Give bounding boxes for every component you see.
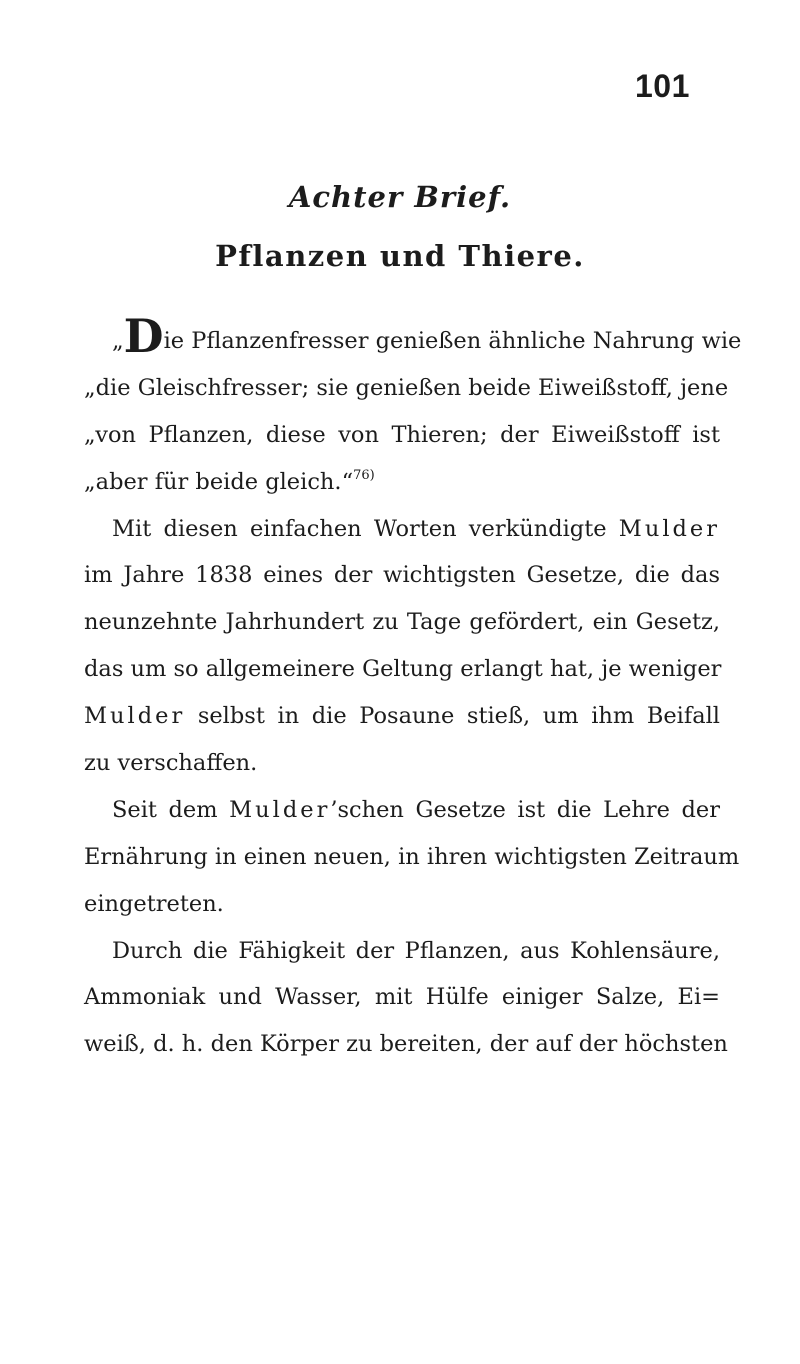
page-number: 101 [635, 68, 690, 104]
body-text [84, 309, 742, 1068]
paragraph-3-line-2: Ernährung in einen neuen, in ihren wichtigsten Zeitraum [84, 843, 740, 870]
author-name: Mulder [229, 796, 331, 823]
paragraph-3-line-1 [84, 787, 720, 834]
paragraph-4-line-1: Durch die Fähigkeit der Pflanzen, aus Kohlensäure, [112, 937, 720, 964]
chapter-subtitle: Pflanzen und Thiere. [215, 239, 585, 273]
paragraph-1-line-4-text: „aber für beide gleich.“ [84, 468, 354, 495]
paragraph-2-line-5-text: selbst in die Posaune stieß, um ihm Beifall [197, 703, 721, 730]
author-name-inline [229, 797, 720, 823]
paragraph-4-line-3: weiß, d. h. den Körper zu bereiten, der auf der höchsten [84, 1031, 728, 1058]
paragraph-2-line-3: neunzehnte Jahrhundert zu Tage gefördert, ein Gesetz, [84, 609, 720, 636]
paragraph-1-line-1 [84, 309, 742, 365]
footnote-ref: 76) [353, 467, 375, 483]
paragraph-3-line-1-text-b: ’schen Gesetze ist die Lehre der [330, 796, 720, 823]
paragraph-2-line-2: im Jahre 1838 eines der wichtigsten Gesetze, die das [84, 562, 720, 589]
paragraph-2-line-5 [84, 693, 720, 740]
paragraph-3-line-1-text-a: Seit dem [112, 796, 218, 823]
drop-cap: D [123, 309, 164, 363]
paragraph-4-line-2: Ammoniak und Wasser, mit Hülfe einiger Salze, Ei= [84, 984, 720, 1011]
paragraph-1-line-2: „die Gleischfresser; sie genießen beide Eiweißstoff, jene [84, 374, 729, 401]
paragraph-2-line-1 [84, 506, 720, 553]
paragraph-1-line-1-text: ie Pflanzenfresser genießen ähnliche Nahrung wie [163, 328, 742, 354]
paragraph-2-line-1-text: Mit diesen einfachen Worten verkündigte [112, 515, 607, 542]
paragraph-3-line-3: eingetreten. [84, 890, 224, 917]
author-name: Mulder [618, 515, 720, 542]
paragraph-2-line-6: zu verschaffen. [84, 750, 258, 777]
chapter-title: Achter Brief. [288, 180, 512, 214]
paragraph-2-line-4: das um so allgemeinere Geltung erlangt hat, je weniger [84, 656, 722, 683]
paragraph-1-line-4 [84, 459, 720, 506]
author-name: Mulder [84, 703, 186, 730]
paragraph-1-line-3: „von Pflanzen, diese von Thieren; der Eiweißstoff ist [84, 421, 720, 448]
opening-quote: „ [112, 328, 124, 354]
